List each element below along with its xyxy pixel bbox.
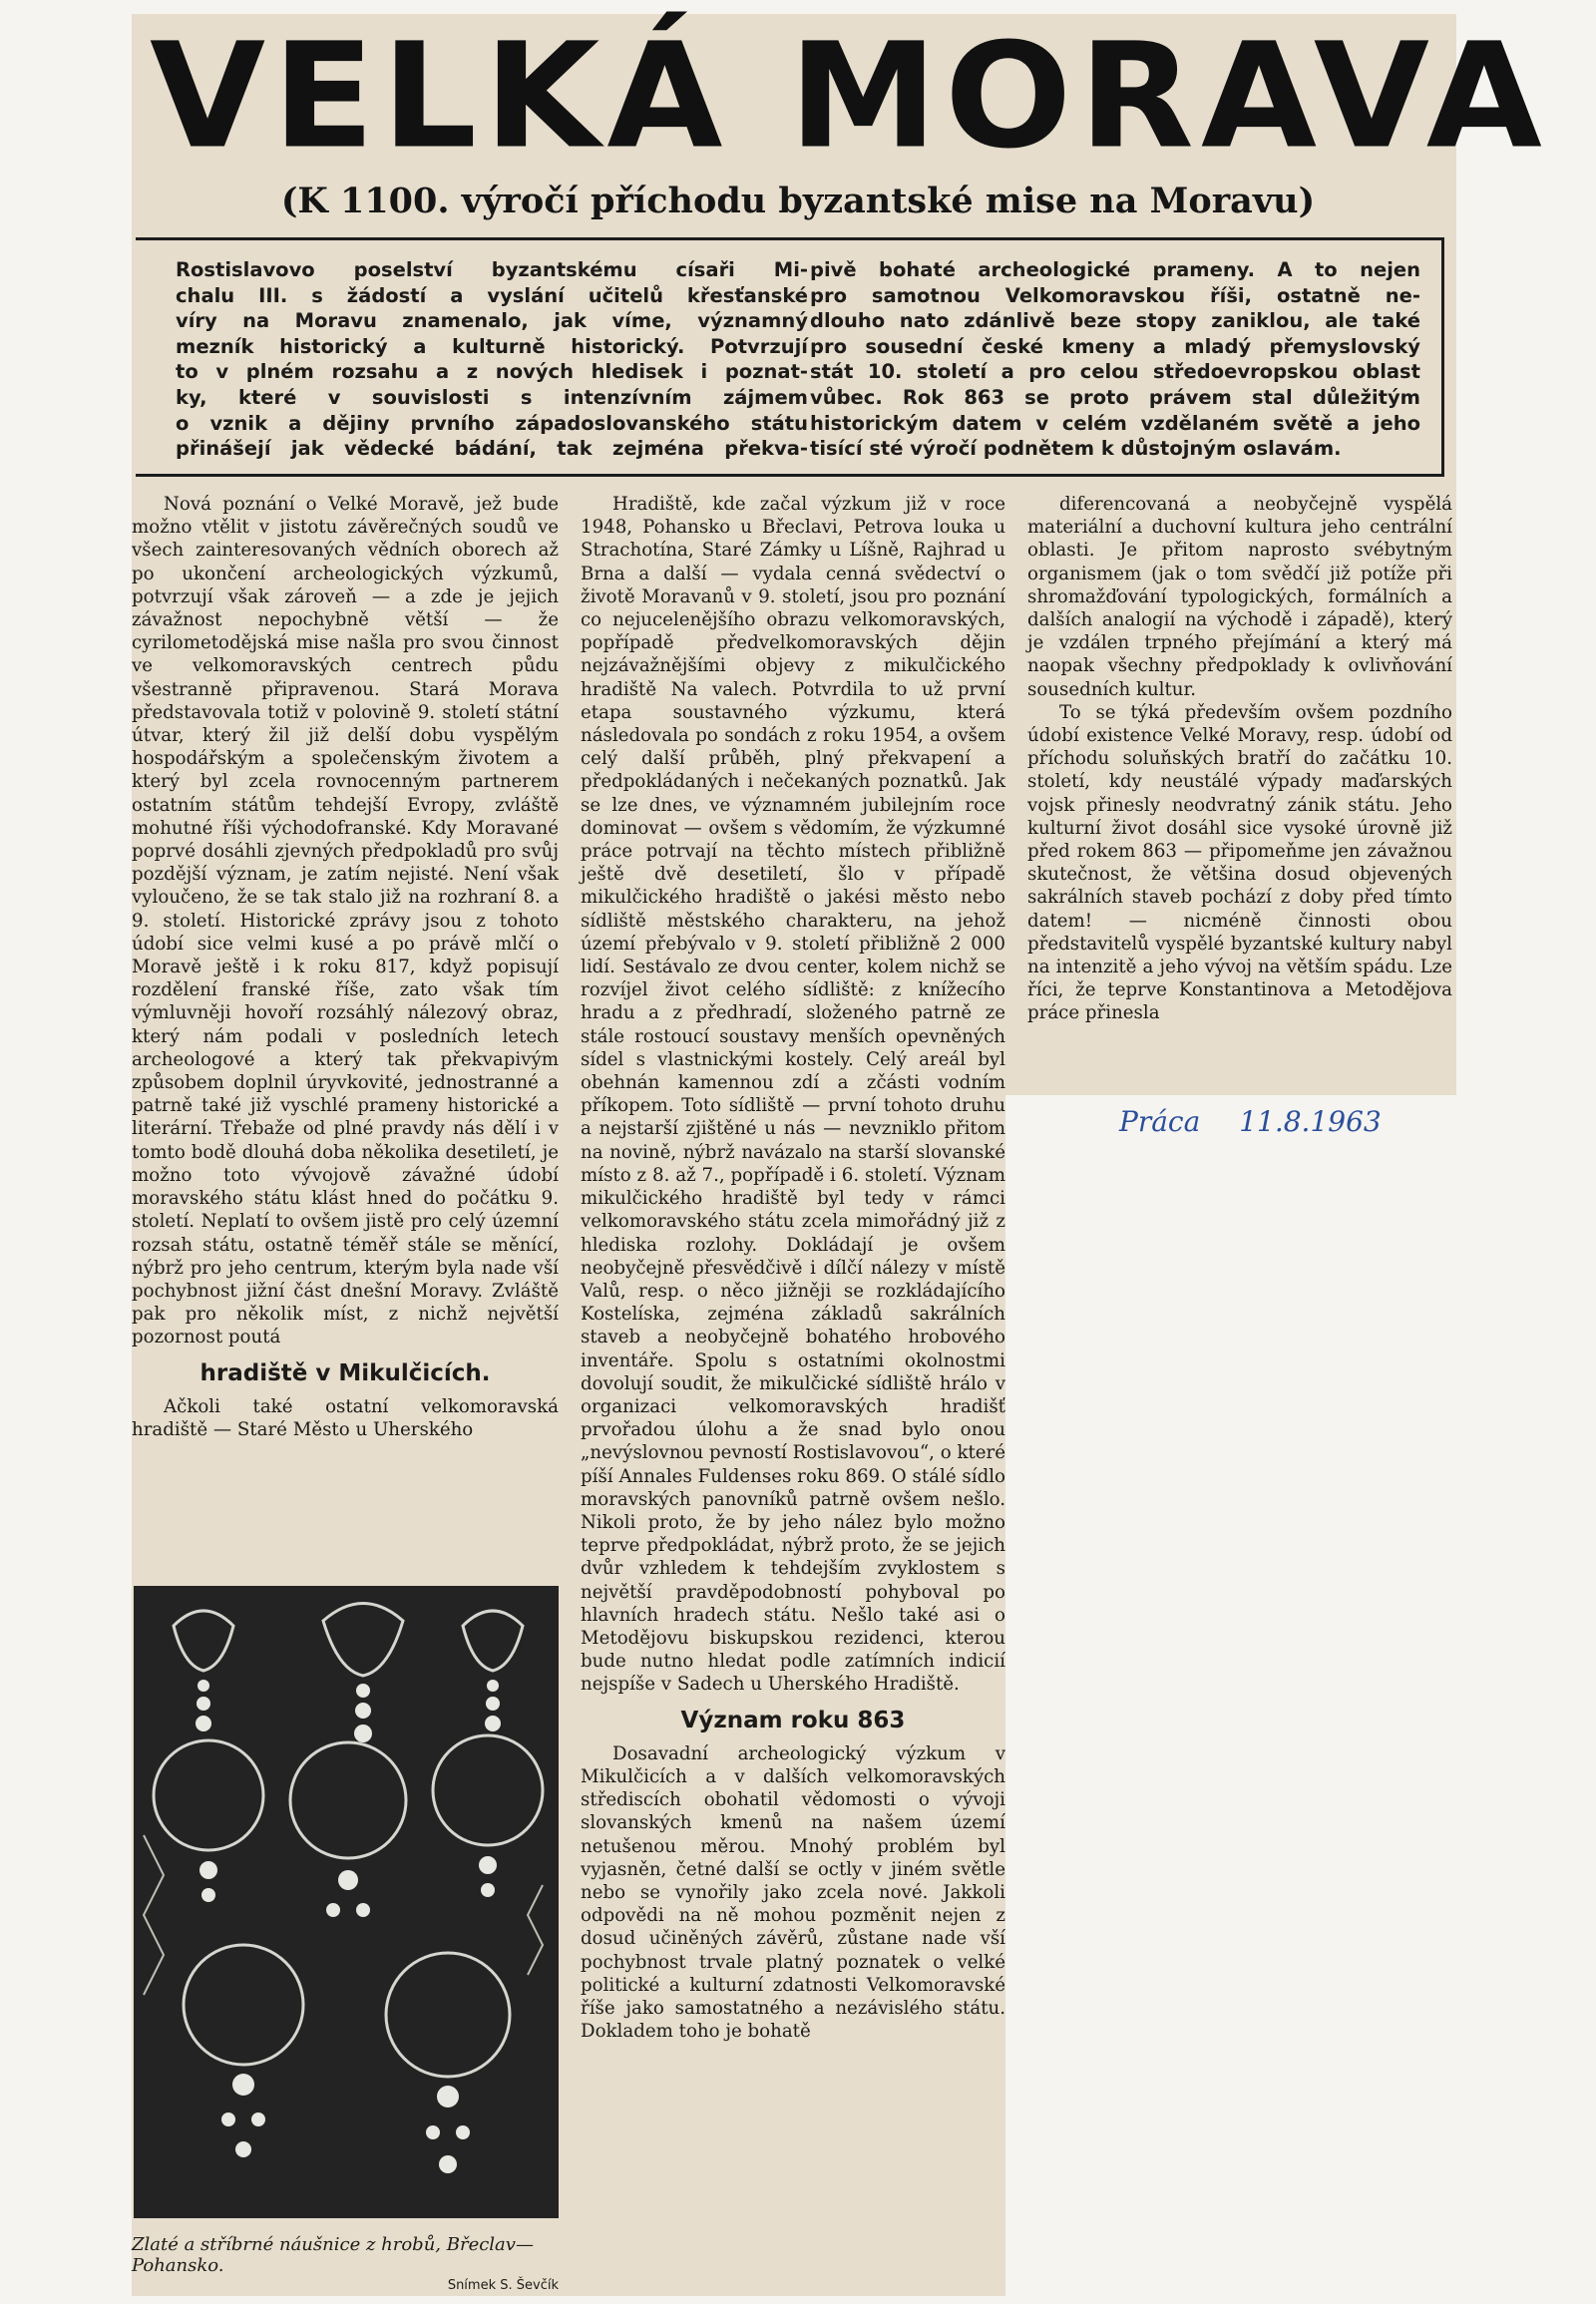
lead-line: to v plném rozsahu a z nových hledisek i poznat- <box>176 360 808 384</box>
lead-line: stát 10. století a pro celou středoevropskou oblast <box>810 360 1420 384</box>
lead-line: pro sousední české kmeny a mladý přemyslovský <box>810 334 1420 358</box>
lead-line: mezník historický a kulturně historický. Potvrzují <box>176 334 808 358</box>
paragraph: Hradiště, kde začal výzkum již v roce 1948, Pohansko u Břeclavi, Petrova louka u Strachotína, Staré Zámky u Líšně, Rajhrad u Brna a další — vydala cenná svědectví o životě Moravanů v 9. století, jsou pro poznání co nejucelenějšího obrazu velkomoravských, popřípadě předvelkomoravských dějin nejzávažnějšími objevy z mikulčického hradiště Na valech. Potvrdila to už první etapa soustavného výzkumu, která následovala po sondách z roku 1954, a ovšem celý další průběh, plný překvapení a předpokládaných i nečekaných poznatků. Jak se lze dnes, ve významném jubilejním roce dominovat — ovšem s vědomím, že výzkumné práce potrvají na těchto místech přibližně ještě dvě desetiletí, šlo v případě mikulčického hradiště o jakési město nebo sídliště městského charakteru, na jehož území přebývalo v 9. století přibližně 2 000 lidí. Sestávalo ze dvou center, kolem nichž se rozvíjel život celého sídliště: z knížecího hradu a z předhradí, složeného patrně ze stále rostoucí soustavy menších opevněných sídel s vlastnickými kostely. Celý areál byl obehnán kamennou zdí a zčásti vodním příkopem. Toto sídliště — první tohoto druhu a nejstarší zjištěné u nás — nevzniklo přitom na novině, nýbrž navázalo na starší slovanské místo z 8. až 7., popřípadě i 6. století. Význam mikulčického hradiště byl tedy v rámci velkomoravského státu zcela mimořádný již z hlediska rozlohy. Dokládají je ovšem neobyčejně přesvědčivě i dílčí nálezy v místě Valů, resp. o něco jižněji se rozkládajícího Kostelíska, zejména základů sakrálních staveb a neobyčejně bohatého hrobového inventáře. Spolu s ostatními okolnostmi dovolují soudit, že mikulčické sídliště hrálo v organizaci velkomoravských hradišť prvořadou úlohu a že snad bylo onou „nevýslovnou pevností Rostislavovou“, o které píší Annales Fuldenses roku 869. O stálé sídlo moravských panovníků patrně ovšem nešlo. Nikoli proto, že by jeho nález bylo možno teprve předpokládat, nýbrž proto, že se jejich dvůr vzhledem k tehdejším zvyklostem s největší pravděpodobností pohyboval po hlavních hradech státu. Nešlo také asi o Metodějovu biskupskou rezidenci, kterou bude nutno hledat podle zatímních indicií nejspíše v Sadech u Uherského Hradiště. <box>581 494 1005 1696</box>
photo-credit: Snímek S. Ševčík <box>447 2278 559 2293</box>
headline: VELKÁ MORAVA <box>150 12 1549 182</box>
lead-line: historickým datem v celém vzdělaném světě a jeho <box>810 411 1420 435</box>
lead-line: dlouho nato zdánlivě beze stopy zaniklou, ale také <box>810 309 1420 333</box>
earrings-illustration <box>134 1586 559 2218</box>
lead-line: ky, které v souvislosti s intenzívním zájmem <box>176 385 808 409</box>
body-column-1 <box>132 493 559 1441</box>
earrings-photo <box>134 1586 559 2218</box>
lead-line: o vznik a dějiny prvního západoslovanského státu <box>176 411 808 435</box>
body-column-2 <box>581 493 1005 2043</box>
lead-line: pivě bohaté archeologické prameny. A to nejen <box>810 258 1420 281</box>
lead-line: Rostislavovo poselství byzantskému císaři Mi- <box>176 258 808 281</box>
lead-line: přinášejí jak vědecké bádání, tak zejména překva- <box>176 437 808 461</box>
lead-line: vůbec. Rok 863 se proto právem stal důležitým <box>810 385 1420 409</box>
paragraph: Ačkoli také ostatní velkomoravská hradiště — Staré Město u Uherského <box>132 1395 559 1440</box>
lead-line: chalu III. s žádostí a vyslání učitelů křesťanské <box>176 283 808 307</box>
lead-column-2 <box>810 257 1420 462</box>
section-heading: hradiště v Mikulčicích. <box>200 1359 491 1386</box>
section-heading: Význam roku 863 <box>680 1707 906 1733</box>
lead-line: víry na Moravu znamenalo, jak víme, významný <box>176 309 808 333</box>
body-column-3 <box>1027 493 1452 1025</box>
lead-column-1 <box>176 257 808 462</box>
lead-line: tisící sté výročí podnětem k důstojným oslavám. <box>810 437 1342 461</box>
paragraph: Dosavadní archeologický výzkum v Mikulčicích a v dalších velkomoravských střediscích obohatil vědomosti o vývoji slovanských kmenů na našem území netušenou měrou. Mnohý problém byl vyjasněn, četné další se octly v jiném světle nebo se vynořily jako zcela nové. Jakkoli odpovědi na ně mohou pozměnit nejen z dosud učiněných závěrů, zůstane nade vší pochybnost trvale platný poznatek o velké politické a kulturní zdatnosti Velkomoravské říše jako samostatného a nezávislého státu. Dokladem toho je bohatě <box>581 1742 1005 2043</box>
subheadline: (K 1100. výročí příchodu byzantské mise na Moravu) <box>280 181 1316 221</box>
paragraph: diferencovaná a neobyčejně vyspělá materiální a duchovní kultura jeho centrální oblasti. Je přitom naprosto svébytným organismem (jak o tom svědčí již potíže při shromažďování typologických, formálních a dalších analogií na východě i západě), který je vzdálen trpného přejímání a který má naopak všechny předpoklady k ovlivňování sousedních kultur. <box>1027 494 1452 700</box>
paragraph: To se týká především ovšem pozdního údobí existence Velké Moravy, resp. údobí od příchodu soluňských bratří do začátku 10. století, kdy neustálé výpady maďarských vojsk přinesly neodvratný zánik státu. Jeho kulturní život dosáhl sice vysoké úrovně již před rokem 863 — připomeňme jen závažnou skutečnost, že většina dosud objevených sakrálních staveb pochází z doby před tímto datem! — nicméně činnosti obou představitelů vyspělé byzantské kultury nabyl na intenzitě a jeho vývoj na větším spádu. Lze říci, že teprve Konstantinova a Metodějova práce přinesla <box>1027 701 1452 1024</box>
handwritten-source-note: Práca 11.8.1963 <box>1119 1105 1382 1138</box>
lead-line: pro samotnou Velkomoravskou říši, ostatně ne- <box>810 283 1420 307</box>
paragraph: Nová poznání o Velké Moravě, jež bude možno vtělit v jistotu závěrečných soudů ve všech zainteresovaných vědních oborech až po ukončení archeologických výzkumů, potvrzují však zároveň — a zde je jejich závažnost nepochybně větší — že cyrilometodějská mise našla pro svou činnost ve velkomoravských centrech půdu všestranně připravenou. Stará Morava představovala totiž v polovině 9. století státní útvar, který žil již delší dobu vyspělým hospodářským a společenským životem a který byl zcela rovnocenným partnerem ostatním státům tehdejší Evropy, zvláště mohutné říši východofranské. Kdy Moravané poprvé dosáhli zjevných předpokladů pro svůj pozdější význam, je zatím nejisté. Není však vyloučeno, že se tak stalo již na rozhraní 8. a 9. století. Historické zprávy jsou z tohoto údobí sice velmi kusé a po právě mlčí o Moravě ještě i k roku 817, když popisují rozdělení franské říše, zato však tím výmluvněji hovoří rozsáhlý nálezový obraz, který nám podali v posledních letech archeologové a který tak překvapivým způsobem doplnil úryvkovité, jednostranné a patrně také již vyschlé prameny historické a literární. Třebaže od plné pravdy nás dělí i v tomto bodě dlouhá doba několika desetiletí, je možno toto vývojově závažné údobí moravského státu klást hned do počátku 9. století. Neplatí to ovšem jistě pro celý územní rozsah státu, ostatně téměř stále se měnící, nýbrž pro jeho centrum, kterým byla nade vší pochybnost jižní část dnešní Moravy. Zvláště pak pro několik míst, z nichž největší pozornost poutá <box>132 494 559 1348</box>
photo-caption: Zlaté a stříbrné náušnice z hrobů, Břeclav—Pohansko. <box>132 2234 534 2276</box>
